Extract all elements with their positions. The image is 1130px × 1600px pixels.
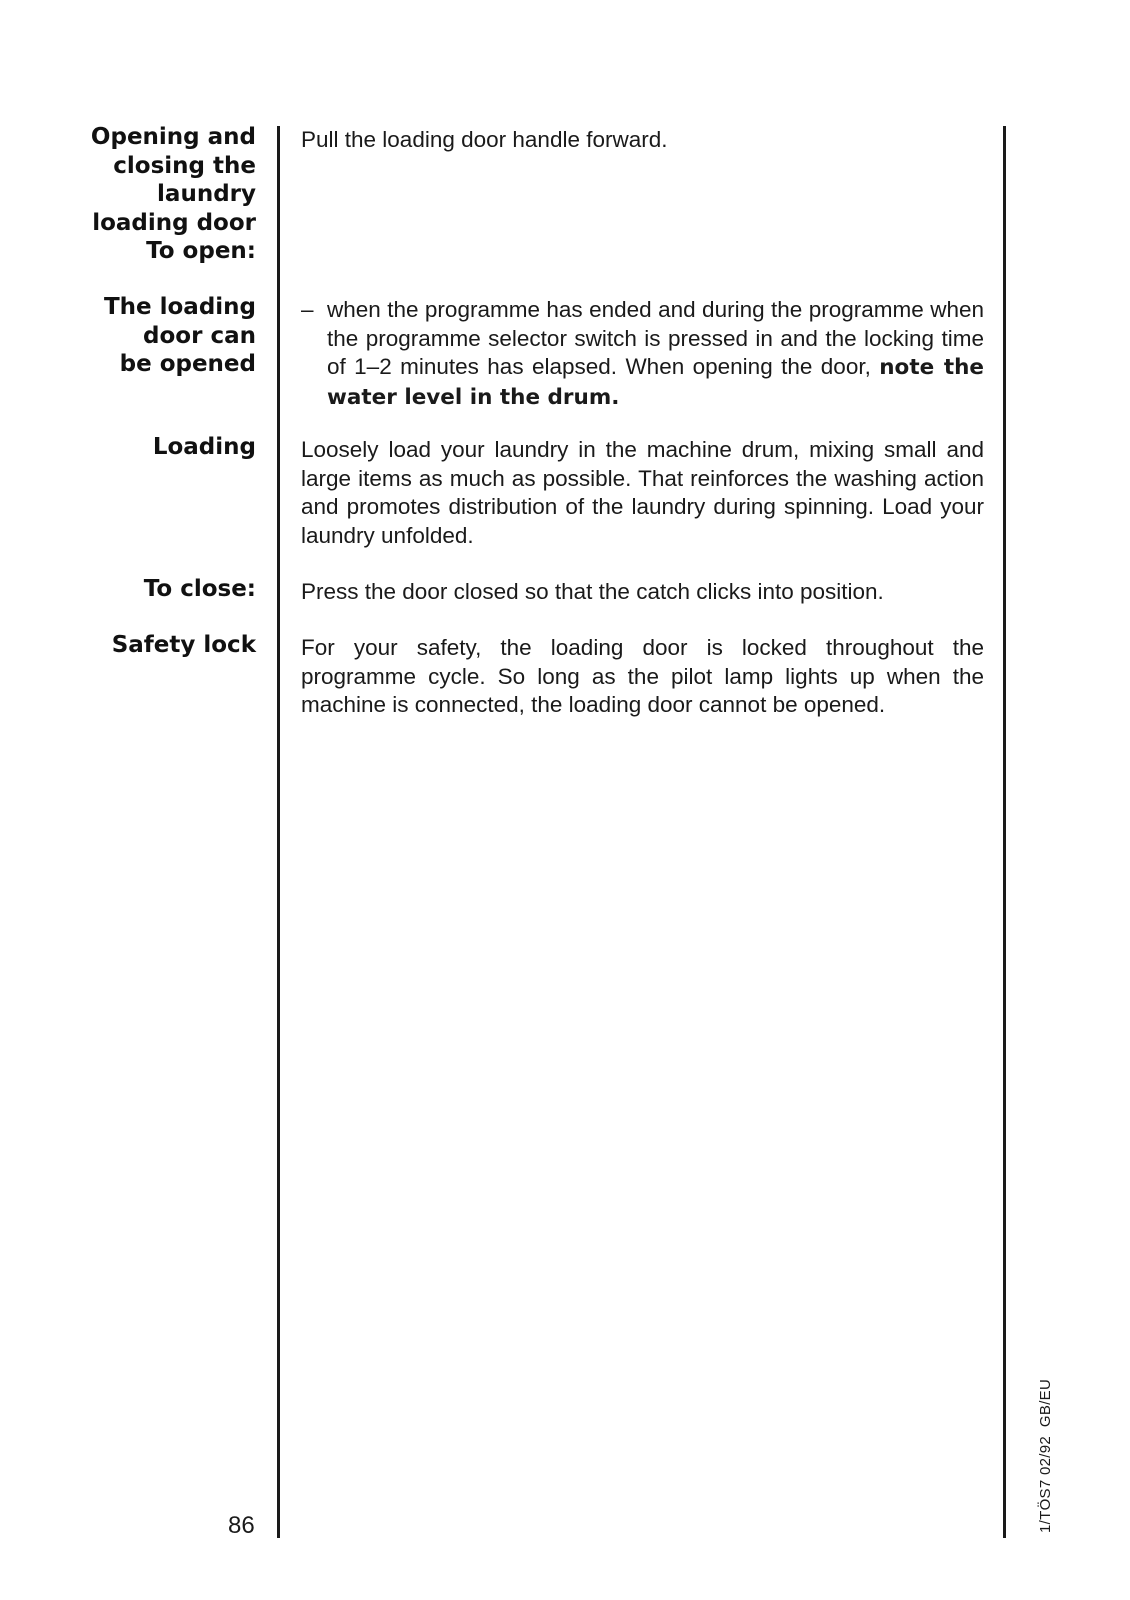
list-dash: – xyxy=(301,297,314,322)
text-loading: Loosely load your laundry in the machine drum, mixing small and large items as much as possible. That reinforces the washing action and promotes distribution of the laundry during spinning. Load your laundry unfolded. xyxy=(301,437,984,548)
door-open-conditions-text: when the programme has ended and during the programme when the programme selector switch is pressed in and the locking time of 1–2 minutes has elapsed. When opening the door, xyxy=(327,297,984,379)
text-to-open: Pull the loading door handle forward. xyxy=(301,127,668,152)
document-code: 1/TÖS7 02/92 GB/EU xyxy=(1037,1378,1054,1533)
left-column-rule xyxy=(277,126,280,1538)
heading-door-can-be-opened: The loading door can be opened xyxy=(103,294,256,377)
heading-safety-lock: Safety lock xyxy=(111,632,256,658)
heading-loading: Loading xyxy=(152,434,256,460)
heading-opening-door: Opening and closing the laundry loading door To open: xyxy=(90,124,256,264)
list-item-text xyxy=(327,296,984,412)
text-to-close: Press the door closed so that the catch clicks into position. xyxy=(301,579,884,604)
water-level-warning: note the water level in the drum. xyxy=(327,355,984,410)
right-margin-rule xyxy=(1003,126,1006,1538)
page-number: 86 xyxy=(228,1512,255,1539)
list-item-door-can-be-opened xyxy=(301,296,984,412)
heading-to-close: To close: xyxy=(143,576,256,602)
text-safety-lock: For your safety, the loading door is locked throughout the programme cycle. So long as the pilot lamp lights up when the machine is connected, the loading door cannot be opened. xyxy=(301,635,984,717)
